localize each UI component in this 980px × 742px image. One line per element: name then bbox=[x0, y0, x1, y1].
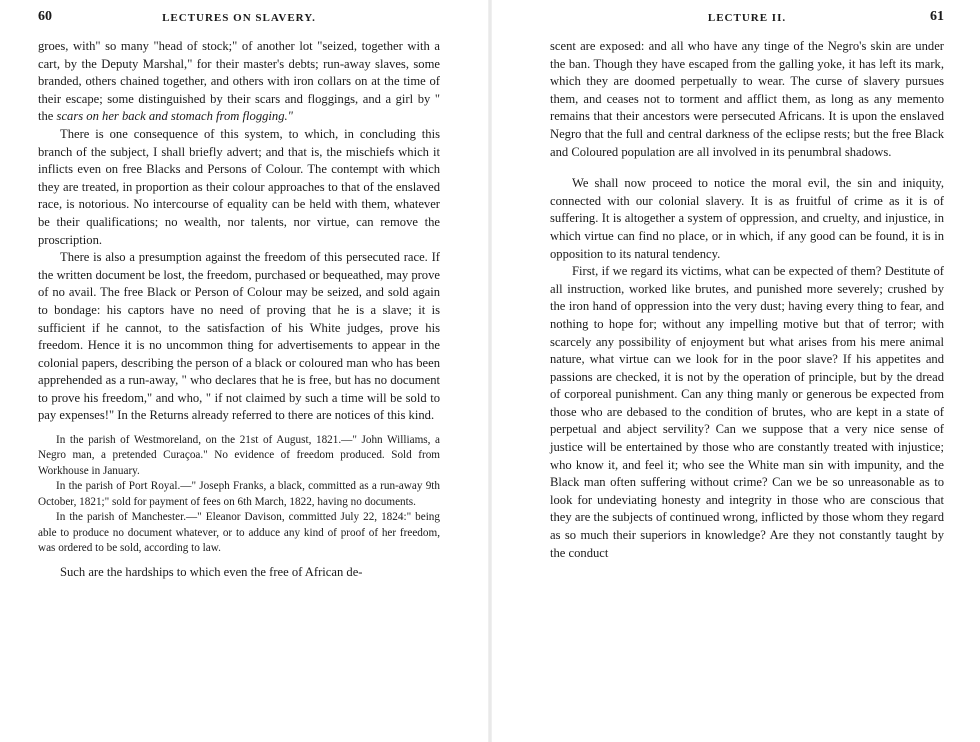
left-paragraph-3: There is also a presumption against the freedom of this persecuted race. If the written document be lost, the freedom, purchased or bequeathed, may prove of no avail. The free Black or Person of Colour may be seized, and sold again to bondage: his captors have no need of proving that he is a slave; it is sufficient if he cannot, to the satisfaction of his White judges, prove his freedom. Hence it is no uncommon thing for advertisements to appear in the colonial papers, describing the person of a black or coloured man who has been apprehended as a run-away, " who declares that he is free, but has no document to prove his freedom," and who, " if not claimed by such a time will be sold to pay expenses!" In the Returns already referred to there are notices of this kind. bbox=[38, 250, 440, 423]
right-paragraph-2: We shall now proceed to notice the moral evil, the sin and iniquity, connected with our colonial slavery. It is as fruitful of crime as it is of suffering. It is altogether a system of oppression, and cruelty, and injustice, in which virtue can find no place, or in which, if any good can be found, it is in opposition to its natural tendency. bbox=[550, 176, 944, 261]
left-paragraph-1: groes, with" so many "head of stock;" of another lot "seized, together with a cart, by the Deputy Marshal," for their master's debts; run-away slaves, some branded, others chained together, and others with iron collars on at the time of their escape; some distinguished by their scars and floggings, and a girl by " the scars on her back and stomach from flogging." bbox=[38, 39, 440, 124]
right-running-title: LECTURE II. bbox=[707, 12, 787, 24]
right-page bbox=[490, 0, 980, 742]
left-closing-line: Such are the hardships to which even the free of African de- bbox=[60, 565, 363, 580]
note-manchester: In the parish of Manchester.—" Eleanor Davison, committed July 22, 1824:" being able to produce no document whatever, or to adduce any kind of proof of her freedom, was ordered to be sold, according to law. bbox=[38, 511, 440, 554]
left-paragraph-2: There is one consequence of this system, to which, in concluding this branch of the subject, I shall briefly advert; and that is, the mischiefs which it inflicts even on free Blacks and Persons of Colour. The contempt with which they are treated, in proportion as their colour approaches to that of the enslaved race, is notorious. No intercourse of equality can be held with them, whatever be their qualifications; no wealth, nor talents, nor virtue, can remove the proscription. bbox=[38, 126, 440, 247]
left-running-head bbox=[38, 8, 440, 30]
note-westmoreland: In the parish of Westmoreland, on the 21st of August, 1821.—" John Williams, a Negro man, a pretended Curaçoa." No evidence of freedom produced. Sold from Workhouse in January. bbox=[38, 434, 440, 477]
right-page-number: 61 bbox=[930, 9, 944, 24]
right-running-head bbox=[550, 8, 944, 30]
right-paragraph-3: First, if we regard its victims, what can be expected of them? Destitute of all instruction, worked like brutes, and punished more severely; crushed by the iron hand of oppression into the very dust; having every thing to fear, and nothing to hope for; without any impelling motive but that of terror; with scarcely any possibility of enjoyment but what arises from his mere animal nature, what virtue can we look for in the poor slave? If his appetites and passions are checked, it is not by the operation of principle, but by the dread of corporeal punishment. Can any thing manly or generous be expected from those who are debased to the condition of brutes, who are kept in a state of perpetual and abject servility? Can we suppose that a very nice sense of justice will be entertained by those who are constantly treated with injustice; who know it, and feel it; who see the White man sin with impunity, and the Black man often suffering without crime? Can we be so unreasonable as to look for undeviating honesty and integrity in those who are conscious that they are the subjects of continued wrong, inflicted by those whom they regard as so much their superiors in knowledge? Are they not constantly taught by the conduct bbox=[550, 264, 944, 560]
note-port-royal: In the parish of Port Royal.—" Joseph Franks, a black, committed as a run-away 9th October, 1821;" sold for payment of fees on 6th March, 1822, having no documents. bbox=[38, 480, 440, 508]
left-running-title: LECTURES ON SLAVERY. bbox=[162, 12, 316, 24]
italic-quote: scars on her back and stomach from flogging." bbox=[56, 109, 293, 124]
left-page-number: 60 bbox=[38, 9, 52, 24]
right-paragraph-1: scent are exposed: and all who have any tinge of the Negro's skin are under the ban. Though they have escaped from the galling yoke, it has left its mark, which they are doomed perpetually to wear. The curse of slavery pursues them, and ceases not to torment and afflict them, as long as any memento remains that their ancestors were persecuted Africans. It is upon the enslaved Negro that the full and central darkness of the eclipse rests; but the free Black and Coloured population are all involved in its penumbral shadows. bbox=[550, 39, 944, 159]
